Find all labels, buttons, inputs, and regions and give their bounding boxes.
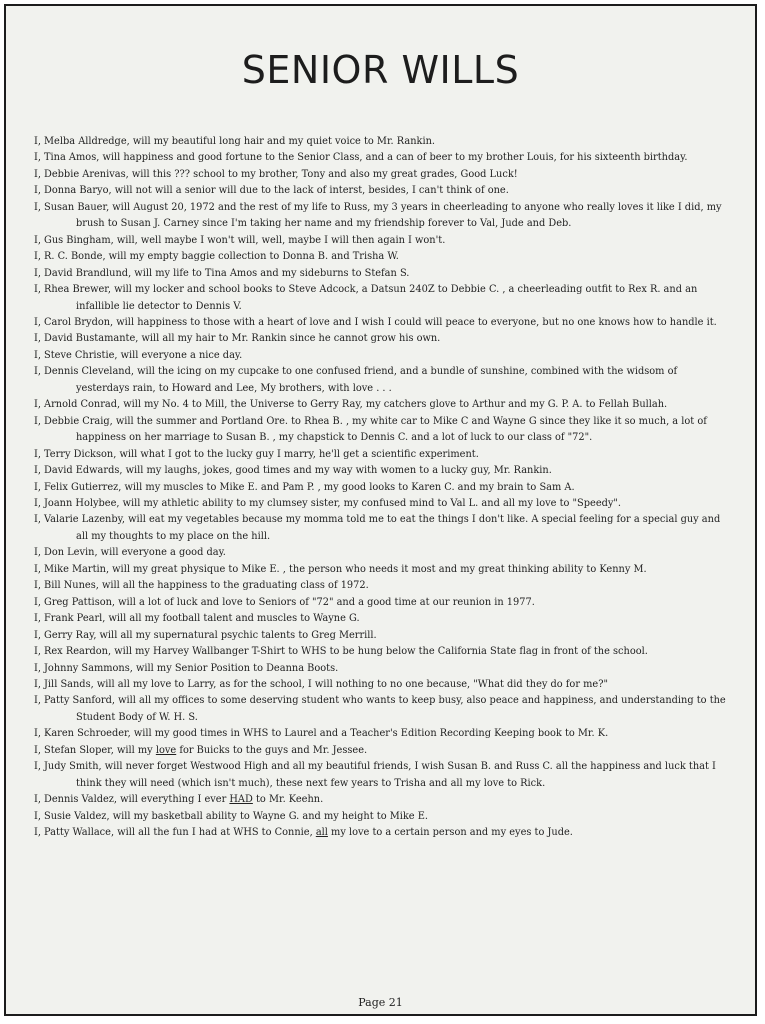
entry-lead: I, — [34, 366, 41, 378]
entry-text: R. C. Bonde, will my empty baggie collection to Donna B. and Trisha W. — [44, 251, 399, 263]
will-entry — [34, 611, 732, 627]
will-entry — [34, 809, 732, 825]
entry-lead: I, — [34, 662, 41, 674]
entry-text: Mike Martin, will my great physique to Mike E. , the person who needs it most and my great thinking ability to Kenny M. — [44, 563, 647, 575]
entry-text: Melba Alldredge, will my beautiful long hair and my quiet voice to Mr. Rankin. — [44, 136, 436, 147]
entry-text-pre: Dennis Valdez, will everything I ever — [44, 794, 230, 806]
will-entry — [34, 364, 732, 397]
entry-text: Felix Gutierrez, will my muscles to Mike E. and Pam P. , my good looks to Karen C. and my brain to Sam A. — [44, 481, 575, 493]
entry-lead: I, — [34, 629, 41, 641]
will-entry — [34, 447, 732, 463]
entry-text: Rhea Brewer, will my locker and school books to Steve Adcock, a Datsun 240Z to Debbie C. , a cheerleading outfit to Rex R. and an infallible lie detector to Dennis V. — [44, 284, 698, 312]
will-list — [34, 134, 732, 841]
page-number: Page 21 — [358, 996, 403, 1009]
will-entry — [34, 480, 732, 496]
entry-lead: I, — [34, 497, 41, 509]
will-entry — [34, 496, 732, 512]
entry-lead: I, — [34, 185, 41, 197]
entry-lead: I, — [34, 152, 41, 164]
entry-lead: I, — [34, 333, 41, 345]
will-entry — [34, 282, 732, 315]
entry-text-post: for Buicks to the guys and Mr. Jessee. — [176, 744, 368, 756]
will-entry — [34, 397, 732, 413]
entry-lead: I, — [34, 827, 41, 839]
entry-lead: I, — [34, 547, 41, 559]
entry-text-underlined: all — [315, 827, 328, 839]
entry-lead: I, — [34, 448, 41, 460]
will-entry — [34, 331, 732, 347]
entry-text: Arnold Conrad, will my No. 4 to Mill, the Universe to Gerry Ray, my catchers glove to Arthur and my G. P. A. to Fellah Bullah. — [44, 399, 668, 411]
entry-lead: I, — [34, 136, 41, 147]
will-entry — [34, 661, 732, 677]
entry-lead: I, — [34, 251, 41, 263]
will-entry — [34, 578, 732, 594]
entry-lead: I, — [34, 481, 41, 493]
entry-text: David Bustamante, will all my hair to Mr. Rankin since he cannot grow his own. — [44, 333, 441, 345]
entry-text: David Edwards, will my laughs, jokes, good times and my way with women to a lucky guy, Mr. Rankin. — [44, 465, 552, 477]
will-entry — [34, 693, 732, 726]
will-entry — [34, 134, 732, 150]
entry-text: Johnny Sammons, will my Senior Position to Deanna Boots. — [44, 662, 339, 674]
will-entry — [34, 233, 732, 249]
entry-lead: I, — [34, 613, 41, 625]
entry-text: Debbie Craig, will the summer and Portland Ore. to Rhea B. , my white car to Mike C and Wayne G since they like it so much, a lot of happiness on her marriage to Susan B. , my chapstick to Dennis C. and a lot of luck to our class of "72". — [44, 415, 707, 444]
entry-text-post: my love to a certain person and my eyes to Jude. — [327, 827, 573, 839]
entry-text: Dennis Cleveland, will the icing on my cupcake to one confused friend, and a bundle of sunshine, combined with the widsom of yesterdays rain, to Howard and Lee, My brothers, with love . . . — [44, 366, 678, 394]
entry-text: Valarie Lazenby, will eat my vegetables because my momma told me to eat the things I don't like. A special feeling for a special guy and all my thoughts to my place on the hill. — [44, 514, 721, 542]
entry-lead: I, — [34, 678, 41, 690]
will-entry — [34, 315, 732, 331]
entry-lead: I, — [34, 415, 41, 427]
entry-text: Joann Holybee, will my athletic ability to my clumsey sister, my confused mind to Val L. and all my love to "Speedy". — [44, 497, 622, 509]
entry-lead: I, — [34, 465, 41, 477]
entry-text: Don Levin, will everyone a good day. — [44, 547, 226, 559]
entry-lead: I, — [34, 761, 41, 773]
entry-lead: I, — [34, 399, 41, 411]
entry-lead: I, — [34, 810, 41, 822]
will-entry — [34, 167, 732, 183]
will-entry — [34, 759, 732, 792]
entry-text: Karen Schroeder, will my good times in WHS to Laurel and a Teacher's Edition Recording Keeping book to Mr. K. — [44, 728, 609, 740]
entry-lead: I, — [34, 695, 41, 707]
entry-lead: I, — [34, 349, 41, 361]
entry-lead: I, — [34, 284, 41, 296]
will-entry — [34, 545, 732, 561]
entry-text: Frank Pearl, will all my football talent and muscles to Wayne G. — [44, 613, 360, 625]
entry-text: Gerry Ray, will all my supernatural psychic talents to Greg Merrill. — [44, 629, 377, 641]
will-entry — [34, 348, 732, 364]
entry-text: Patty Sanford, will all my offices to some deserving student who wants to keep busy, also peace and happiness, and understanding to the Student Body of W. H. S. — [44, 695, 726, 723]
will-entry — [34, 792, 732, 808]
entry-text: Jill Sands, will all my love to Larry, as for the school, I will nothing to no one because, "What did they do for me?" — [44, 678, 608, 690]
will-entry — [34, 200, 732, 233]
entry-text: Terry Dickson, will what I got to the lucky guy I marry, he'll get a scientific experiment. — [44, 448, 479, 460]
entry-lead: I, — [34, 563, 41, 575]
entry-text: Greg Pattison, will a lot of luck and love to Seniors of "72" and a good time at our reunion in 1977. — [44, 596, 535, 608]
entry-lead: I, — [34, 316, 41, 328]
entry-lead: I, — [34, 744, 41, 756]
entry-text-post: to Mr. Keehn. — [252, 794, 324, 806]
page-frame — [4, 4, 757, 1016]
entry-lead: I, — [34, 201, 41, 213]
entry-lead: I, — [34, 794, 41, 806]
entry-text-pre: Stefan Sloper, will my — [44, 744, 156, 756]
will-entry — [34, 644, 732, 660]
will-entry — [34, 249, 732, 265]
will-entry — [34, 825, 732, 841]
will-entry — [34, 562, 732, 578]
will-entry — [34, 677, 732, 693]
will-entry — [34, 726, 732, 742]
entry-lead: I, — [34, 267, 41, 279]
entry-text: Tina Amos, will happiness and good fortune to the Senior Class, and a can of beer to my brother Louis, for his sixteenth birthday. — [44, 152, 688, 164]
entry-text: David Brandlund, will my life to Tina Amos and my sideburns to Stefan S. — [44, 267, 410, 279]
entry-lead: I, — [34, 728, 41, 740]
entry-text: Debbie Arenivas, will this ??? school to my brother, Tony and also my great grades, Good Luck! — [44, 168, 518, 180]
entry-text: Susie Valdez, will my basketball ability to Wayne G. and my height to Mike E. — [44, 810, 428, 822]
will-entry — [34, 628, 732, 644]
entry-text: Rex Reardon, will my Harvey Wallbanger T-Shirt to WHS to be hung below the California State flag in front of the school. — [44, 646, 648, 658]
entry-text: Judy Smith, will never forget Westwood High and all my beautiful friends, I wish Susan B. and Russ C. all the happiness and luck that I think they will need (which isn't much), these next few years to Trisha and all my love to Rick. — [44, 761, 716, 789]
entry-lead: I, — [34, 234, 41, 246]
entry-lead: I, — [34, 168, 41, 180]
entry-text: Steve Christie, will everyone a nice day. — [44, 349, 243, 361]
entry-text: Donna Baryo, will not will a senior will due to the lack of interst, besides, I can't think of one. — [44, 185, 509, 197]
entry-text: Susan Bauer, will August 20, 1972 and the rest of my life to Russ, my 3 years in cheerleading to anyone who really loves it like I did, my brush to Susan J. Carney since I'm taking her name and my friendship forever to Val, Jude and Deb. — [44, 201, 722, 230]
entry-text: Bill Nunes, will all the happiness to the graduating class of 1972. — [44, 580, 369, 592]
will-entry — [34, 266, 732, 282]
will-entry — [34, 743, 732, 759]
entry-text-underlined: love — [155, 744, 177, 756]
entry-text: Carol Brydon, will happiness to those with a heart of love and I wish I could will peace to everyone, but no one knows how to handle it. — [44, 316, 717, 328]
will-entry — [34, 150, 732, 166]
entry-lead: I, — [34, 596, 41, 608]
entry-lead: I, — [34, 646, 41, 658]
will-entry — [34, 414, 732, 447]
entry-text-pre: Patty Wallace, will all the fun I had at WHS to Connie, — [44, 827, 316, 839]
will-entry — [34, 463, 732, 479]
will-entry — [34, 183, 732, 199]
entry-lead: I, — [34, 514, 41, 526]
page-title: SENIOR WILLS — [241, 48, 520, 92]
will-entry — [34, 595, 732, 611]
entry-text-underlined: HAD — [229, 794, 253, 806]
entry-lead: I, — [34, 580, 41, 592]
will-entry — [34, 512, 732, 545]
entry-text: Gus Bingham, will, well maybe I won't will, well, maybe I will then again I won't. — [44, 234, 446, 246]
